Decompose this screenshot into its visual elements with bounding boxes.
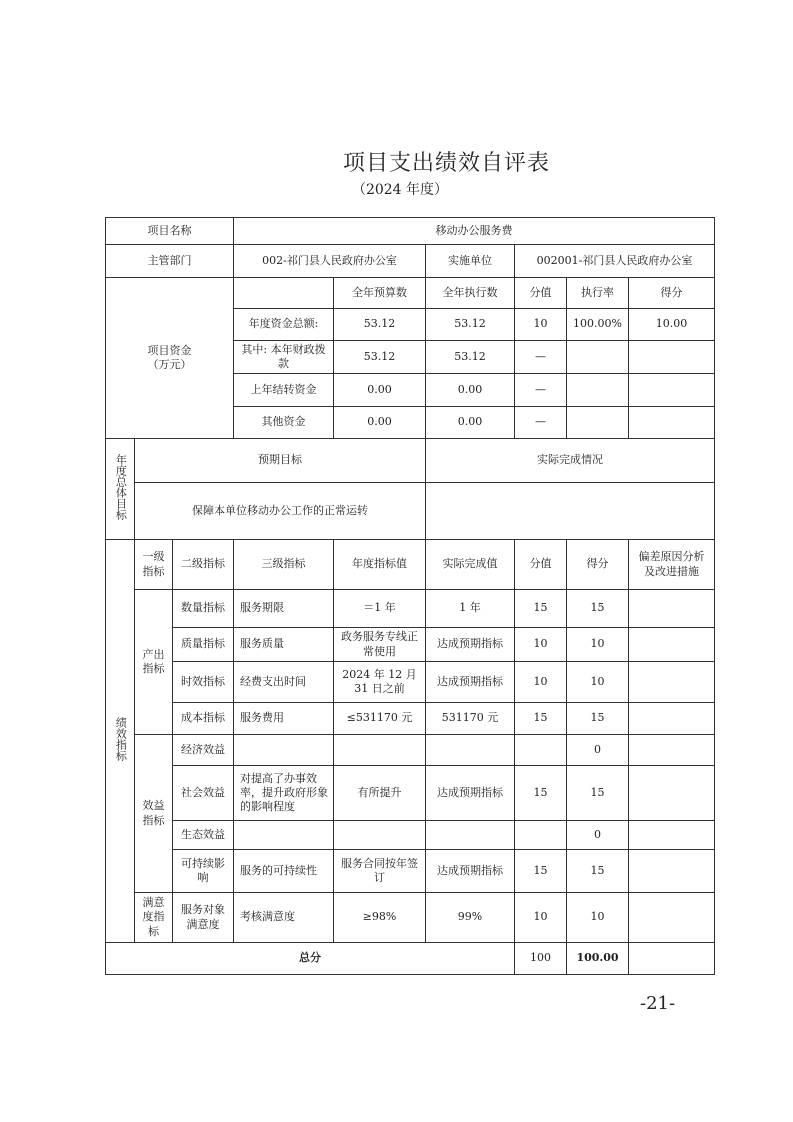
actual-completion-value bbox=[426, 483, 715, 540]
indicator-level2: 数量指标 bbox=[173, 590, 234, 628]
funds-row-label: 上年结转资金 bbox=[234, 374, 334, 407]
indicator-level2: 生态效益 bbox=[173, 821, 234, 850]
project-name-value: 移动办公服务费 bbox=[234, 218, 715, 245]
indicator-level3: 服务质量 bbox=[234, 628, 334, 662]
benefit-indicator-row bbox=[106, 735, 715, 766]
indicator-deviation-note bbox=[629, 590, 715, 628]
benefit-indicator-row bbox=[106, 850, 715, 893]
indicator-level3: 服务期限 bbox=[234, 590, 334, 628]
indicator-actual: 达成预期指标 bbox=[426, 850, 515, 893]
indicator-target bbox=[334, 821, 426, 850]
indicator-score: 15 bbox=[567, 703, 629, 735]
total-label: 总分 bbox=[106, 943, 515, 975]
indicator-score-value: 15 bbox=[515, 703, 567, 735]
funds-header-blank bbox=[234, 278, 334, 309]
indicator-target: 有所提升 bbox=[334, 766, 426, 821]
indicator-score: 10 bbox=[567, 662, 629, 703]
indicator-actual: 1 年 bbox=[426, 590, 515, 628]
indicator-deviation-note bbox=[629, 766, 715, 821]
performance-evaluation-table bbox=[105, 217, 715, 975]
funds-row-label: 年度资金总额: bbox=[234, 309, 334, 341]
total-score: 100.00 bbox=[567, 943, 629, 975]
benefit-level1-label: 效益 指标 bbox=[135, 735, 173, 893]
funds-row-score-value: — bbox=[515, 374, 567, 407]
funds-header-row bbox=[106, 278, 715, 309]
indicator-target bbox=[334, 735, 426, 766]
output-indicator-row bbox=[106, 590, 715, 628]
indicator-header-actual-value: 实际完成值 bbox=[426, 540, 515, 590]
indicator-level3 bbox=[234, 735, 334, 766]
indicator-score-value: 15 bbox=[515, 590, 567, 628]
indicator-target: ≥98% bbox=[334, 893, 426, 943]
indicator-header-deviation-analysis: 偏差原因分析 及改进措施 bbox=[629, 540, 715, 590]
funds-row-executed: 53.12 bbox=[426, 309, 515, 341]
funds-label: 项目资金 （万元） bbox=[106, 278, 234, 439]
indicator-score-value: 15 bbox=[515, 766, 567, 821]
benefit-indicator-row bbox=[106, 766, 715, 821]
funds-row-score: 10.00 bbox=[629, 309, 715, 341]
performance-indicators-label-text: 绩效指标 bbox=[114, 716, 128, 761]
funds-row-score bbox=[629, 341, 715, 374]
expected-goal-header: 预期目标 bbox=[135, 439, 426, 483]
indicator-actual: 达成预期指标 bbox=[426, 766, 515, 821]
funds-row-label: 其他资金 bbox=[234, 407, 334, 439]
funds-header-score-value: 分值 bbox=[515, 278, 567, 309]
indicator-score: 15 bbox=[567, 766, 629, 821]
indicator-actual bbox=[426, 821, 515, 850]
indicator-level2: 成本指标 bbox=[173, 703, 234, 735]
indicator-level2: 经济效益 bbox=[173, 735, 234, 766]
indicator-score-value bbox=[515, 735, 567, 766]
indicator-level2: 服务对象满意度 bbox=[173, 893, 234, 943]
satisfaction-indicator-row bbox=[106, 893, 715, 943]
department-value: 002-祁门县人民政府办公室 bbox=[234, 245, 426, 278]
indicator-deviation-note bbox=[629, 735, 715, 766]
indicator-actual: 531170 元 bbox=[426, 703, 515, 735]
annual-goals-label-text: 年度总体目标 bbox=[114, 453, 128, 520]
funds-row-rate: 100.00% bbox=[567, 309, 629, 341]
indicator-header-level3: 三级指标 bbox=[234, 540, 334, 590]
implementing-unit-value: 002001-祁门县人民政府办公室 bbox=[515, 245, 715, 278]
goals-content-row bbox=[106, 483, 715, 540]
funds-row-score-value: — bbox=[515, 341, 567, 374]
expected-goal-value: 保障本单位移动办公工作的正常运转 bbox=[135, 483, 426, 540]
indicator-level3: 考核满意度 bbox=[234, 893, 334, 943]
indicator-header-row bbox=[106, 540, 715, 590]
indicator-score: 0 bbox=[567, 821, 629, 850]
funds-row-budget: 53.12 bbox=[334, 309, 426, 341]
indicator-score: 0 bbox=[567, 735, 629, 766]
indicator-target: 2024 年 12 月 31 日之前 bbox=[334, 662, 426, 703]
goals-header-row bbox=[106, 439, 715, 483]
indicator-actual: 99% bbox=[426, 893, 515, 943]
output-indicator-row bbox=[106, 662, 715, 703]
total-note bbox=[629, 943, 715, 975]
funds-row-budget: 0.00 bbox=[334, 374, 426, 407]
indicator-level3: 对提高了办事效率，提升政府形象的影响程度 bbox=[234, 766, 334, 821]
actual-completion-header: 实际完成情况 bbox=[426, 439, 715, 483]
indicator-score: 15 bbox=[567, 850, 629, 893]
implementing-unit-label: 实施单位 bbox=[426, 245, 515, 278]
indicator-header-level1: 一级 指标 bbox=[135, 540, 173, 590]
output-indicator-row bbox=[106, 703, 715, 735]
funds-header-score: 得分 bbox=[629, 278, 715, 309]
document-subtitle: （2024 年度） bbox=[351, 182, 449, 198]
indicator-score: 10 bbox=[567, 893, 629, 943]
indicator-target: 服务合同按年签订 bbox=[334, 850, 426, 893]
indicator-score-value: 10 bbox=[515, 662, 567, 703]
indicator-score: 10 bbox=[567, 628, 629, 662]
funds-row-rate bbox=[567, 407, 629, 439]
project-name-label: 项目名称 bbox=[106, 218, 234, 245]
indicator-header-level2: 二级指标 bbox=[173, 540, 234, 590]
indicator-deviation-note bbox=[629, 628, 715, 662]
funds-header-budget: 全年预算数 bbox=[334, 278, 426, 309]
funds-header-rate: 执行率 bbox=[567, 278, 629, 309]
indicator-score-value: 10 bbox=[515, 628, 567, 662]
department-row bbox=[106, 245, 715, 278]
indicator-level3 bbox=[234, 821, 334, 850]
indicator-level2: 质量指标 bbox=[173, 628, 234, 662]
funds-row-executed: 0.00 bbox=[426, 407, 515, 439]
indicator-actual: 达成预期指标 bbox=[426, 628, 515, 662]
indicator-target: 政务服务专线正常使用 bbox=[334, 628, 426, 662]
funds-row-budget: 0.00 bbox=[334, 407, 426, 439]
indicator-deviation-note bbox=[629, 703, 715, 735]
indicator-level2: 社会效益 bbox=[173, 766, 234, 821]
indicator-deviation-note bbox=[629, 821, 715, 850]
indicator-score-value bbox=[515, 821, 567, 850]
indicator-deviation-note bbox=[629, 662, 715, 703]
indicator-level3: 经费支出时间 bbox=[234, 662, 334, 703]
page-number: -21- bbox=[640, 993, 676, 1014]
funds-row-rate bbox=[567, 374, 629, 407]
output-level1-label: 产出 指标 bbox=[135, 590, 173, 735]
indicator-deviation-note bbox=[629, 893, 715, 943]
funds-row-score bbox=[629, 407, 715, 439]
indicator-level2: 时效指标 bbox=[173, 662, 234, 703]
funds-row-rate bbox=[567, 341, 629, 374]
indicator-level3: 服务费用 bbox=[234, 703, 334, 735]
indicator-level3: 服务的可持续性 bbox=[234, 850, 334, 893]
funds-row-score-value: — bbox=[515, 407, 567, 439]
funds-row-executed: 53.12 bbox=[426, 341, 515, 374]
total-row bbox=[106, 943, 715, 975]
annual-goals-label bbox=[106, 439, 135, 540]
funds-header-executed: 全年执行数 bbox=[426, 278, 515, 309]
department-label: 主管部门 bbox=[106, 245, 234, 278]
indicator-header-score-value: 分值 bbox=[515, 540, 567, 590]
indicator-score: 15 bbox=[567, 590, 629, 628]
indicator-score-value: 15 bbox=[515, 850, 567, 893]
indicator-actual bbox=[426, 735, 515, 766]
benefit-indicator-row bbox=[106, 821, 715, 850]
funds-row-executed: 0.00 bbox=[426, 374, 515, 407]
funds-row-label: 其中: 本年财政拨款 bbox=[234, 341, 334, 374]
indicator-header-annual-target: 年度指标值 bbox=[334, 540, 426, 590]
indicator-score-value: 10 bbox=[515, 893, 567, 943]
output-indicator-row bbox=[106, 628, 715, 662]
funds-row-budget: 53.12 bbox=[334, 341, 426, 374]
indicator-target: ≤531170 元 bbox=[334, 703, 426, 735]
funds-row-score-value: 10 bbox=[515, 309, 567, 341]
indicator-deviation-note bbox=[629, 850, 715, 893]
total-score-value: 100 bbox=[515, 943, 567, 975]
document-title: 项目支出绩效自评表 bbox=[342, 151, 550, 176]
indicator-target: ＝1 年 bbox=[334, 590, 426, 628]
performance-indicators-label bbox=[106, 540, 135, 943]
indicator-actual: 达成预期指标 bbox=[426, 662, 515, 703]
indicator-header-score: 得分 bbox=[567, 540, 629, 590]
project-name-row bbox=[106, 218, 715, 245]
indicator-level2: 可持续影响 bbox=[173, 850, 234, 893]
satisfaction-level1-label: 满意度指标 bbox=[135, 893, 173, 943]
funds-row-score bbox=[629, 374, 715, 407]
